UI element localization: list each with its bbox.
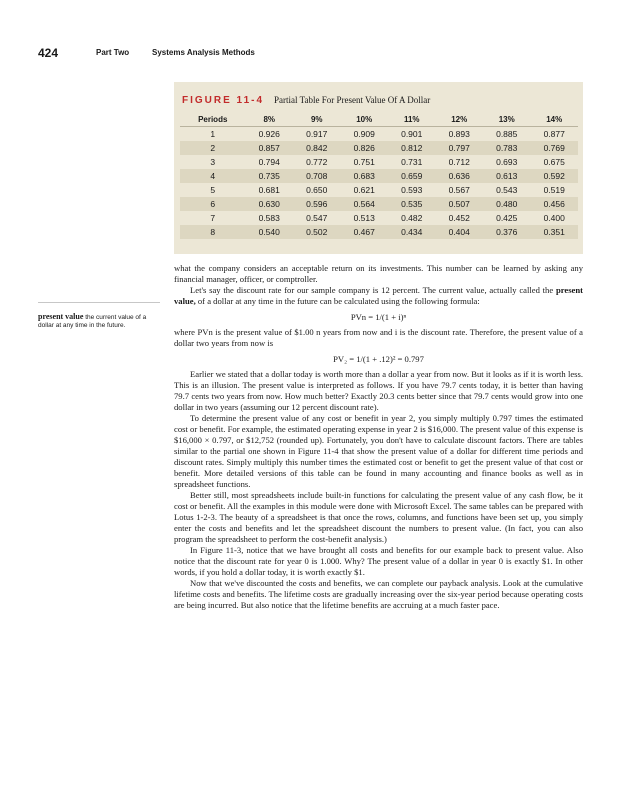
table-cell: 0.400 — [543, 213, 565, 223]
table-cell: 0.519 — [543, 185, 565, 195]
paragraph: In Figure 11-3, notice that we have brought all costs and benefits for our example back to present value. Also notice that the discount rate for year 0 is 1.000. Why? The present value of a dollar in year 0 is exactly $1. In other words, if you hold a dollar today, it is worth exactly $1. — [174, 545, 583, 577]
paragraph: Earlier we stated that a dollar today is worth more than a dollar a year from now. But it looks as if it is worth less. This is an illusion. The present value is interpreted as follows. If you have 79.7 cents today, it is better than having 79.7 cents two years from now. How much better? Exactly 20.3 cents better since that 79.7 cents would grow into one dollar in two years (assuming our 12 percent discount rate). — [174, 369, 583, 412]
table-cell: 0.794 — [258, 157, 280, 167]
table-cell: 0.731 — [401, 157, 423, 167]
table-cell: 0.425 — [496, 213, 518, 223]
table-row — [180, 183, 578, 197]
table-body — [180, 127, 578, 240]
table-cell: 0.482 — [401, 213, 423, 223]
column-header: 11% — [388, 112, 436, 127]
figure-title: Partial Table For Present Value Of A Dollar — [274, 95, 431, 105]
table-cell: 0.769 — [530, 141, 578, 155]
table-cell: 0.735 — [245, 169, 293, 183]
paragraph — [174, 285, 583, 307]
table-cell: 0.502 — [293, 225, 341, 239]
table-cell: 0.404 — [435, 225, 483, 239]
section-title: Systems Analysis Methods — [152, 48, 255, 57]
margin-definition: the current value of a dollar at any time in the future. — [38, 314, 147, 330]
table-cell: 0.630 — [245, 197, 293, 211]
table-row — [180, 197, 578, 211]
paragraph: Now that we've discounted the costs and benefits, we can complete our payback analysis. Look at the cumulative lifetime costs and benefits. The lifetime costs are gradually increasing over the six-year period because operating costs are being incurred. But also notice that the lifetime benefits are accruing at a much faster pace. — [174, 578, 583, 610]
table-cell: 0.434 — [388, 225, 436, 239]
table-cell: 0.592 — [530, 169, 578, 183]
table-cell: 0.376 — [483, 225, 531, 239]
table-row — [180, 211, 578, 225]
table-cell: 0.540 — [245, 225, 293, 239]
table-cell: 0.683 — [340, 169, 388, 183]
table-cell: 0.535 — [388, 197, 436, 211]
column-header: 9% — [293, 112, 341, 127]
part-label: Part Two — [96, 48, 130, 57]
figure-caption — [182, 90, 430, 106]
table-cell: 0.877 — [543, 129, 565, 139]
paragraph: To determine the present value of any cost or benefit in year 2, you simply multiply 0.797 times the estimated cost or benefit. For example, the estimated operating expense in year 2 is $16,000. The present value of this expense is $16,000 × 0.797, or $12,752 (rounded up). Fortunately, you don't have to calculate discount factors. There are tables similar to the partial one shown in Figure 11-4 that show the present value of a dollar for different time periods and discount rates. Simply multiply this number times the estimated cost or benefit to get the present value of that cost or benefit. More detailed versions of this table can be found in many accounting and finance books as well as in spreadsheet functions. — [174, 413, 583, 489]
table-cell: 0.467 — [340, 225, 388, 239]
table-cell: 5 — [210, 185, 216, 195]
table-cell: 7 — [210, 213, 216, 223]
table-cell: 0.480 — [483, 197, 531, 211]
table-cell: 0.885 — [496, 129, 518, 139]
margin-divider — [38, 302, 160, 303]
page-number: 424 — [38, 46, 59, 60]
table-cell: 0.772 — [306, 157, 328, 167]
body-text — [174, 263, 583, 611]
table-cell: 0.917 — [306, 129, 328, 139]
table-cell: 0.564 — [340, 197, 388, 211]
table-cell: 8 — [180, 225, 245, 239]
table-cell: 0.675 — [543, 157, 565, 167]
column-header: 12% — [435, 112, 483, 127]
column-header: 14% — [530, 112, 578, 127]
page-header — [38, 46, 598, 60]
table-cell: 0.783 — [483, 141, 531, 155]
margin-note — [38, 313, 160, 331]
table-cell: 0.507 — [435, 197, 483, 211]
table-cell: 0.593 — [401, 185, 423, 195]
table-row — [180, 155, 578, 169]
table-cell: 0.751 — [353, 157, 375, 167]
table-cell: 0.659 — [388, 169, 436, 183]
table-cell: 0.650 — [306, 185, 328, 195]
table-cell: 0.567 — [448, 185, 470, 195]
formula-present-value: PVn = 1/(1 + i)ⁿ — [350, 312, 407, 322]
table-cell: 0.857 — [245, 141, 293, 155]
table-cell: 2 — [180, 141, 245, 155]
table-row — [180, 141, 578, 155]
table-cell: 0.543 — [496, 185, 518, 195]
table-cell: 0.708 — [293, 169, 341, 183]
text-run: Let's say the discount rate for our sample company is 12 percent. The current value, actually called the — [190, 285, 556, 295]
key-term: present value, — [174, 285, 583, 306]
table-cell: 0.613 — [483, 169, 531, 183]
table-row — [180, 169, 578, 183]
table-cell: 0.452 — [448, 213, 470, 223]
table-cell: 0.693 — [496, 157, 518, 167]
formula-example: PV₂ = 1/(1 + .12)² = 0.797 — [333, 354, 424, 364]
table-cell: 0.636 — [435, 169, 483, 183]
paragraph: where PVn is the present value of $1.00 n years from now and i is the discount rate. Therefore, the present value of a dollar two years from now is — [174, 327, 583, 348]
margin-term: present value — [38, 312, 84, 321]
table-cell: 0.926 — [258, 129, 280, 139]
paragraph: what the company considers an acceptable return on its investments. This number can be learned by asking any financial manager, officer, or comptroller. — [174, 263, 583, 284]
table-cell: 0.351 — [530, 225, 578, 239]
table-cell: 0.901 — [401, 129, 423, 139]
table-cell: 0.812 — [388, 141, 436, 155]
figure-label: FIGURE 11-4 — [182, 95, 265, 106]
table-header-row — [180, 112, 578, 127]
table-cell: 0.826 — [340, 141, 388, 155]
table-row — [180, 127, 578, 142]
table-cell: 1 — [210, 129, 216, 139]
table-cell: 0.842 — [293, 141, 341, 155]
table-cell: 3 — [210, 157, 216, 167]
figure-11-4 — [174, 82, 583, 254]
present-value-table — [180, 112, 578, 239]
column-header: 13% — [483, 112, 531, 127]
table-row — [180, 225, 578, 239]
table-cell: 4 — [180, 169, 245, 183]
table-cell: 0.456 — [530, 197, 578, 211]
table-cell: 0.681 — [258, 185, 280, 195]
table-cell: 0.797 — [435, 141, 483, 155]
table-cell: 0.596 — [293, 197, 341, 211]
table-cell: 0.621 — [353, 185, 375, 195]
text-run: of a dollar at any time in the future can be calculated using the following formula: — [195, 296, 480, 306]
column-header: Periods — [180, 112, 245, 127]
table-cell: 0.547 — [306, 213, 328, 223]
column-header: 8% — [245, 112, 293, 127]
table-cell: 0.513 — [353, 213, 375, 223]
table-cell: 0.909 — [353, 129, 375, 139]
table-cell: 0.583 — [258, 213, 280, 223]
column-header: 10% — [340, 112, 388, 127]
table-cell: 0.893 — [448, 129, 470, 139]
table-cell: 6 — [180, 197, 245, 211]
paragraph: Better still, most spreadsheets include built-in functions for calculating the present value of any cash flow, be it cost or benefit. All the examples in this module were done with Microsoft Excel. The same tables can be prepared with Lotus 1-2-3. The beauty of a spreadsheet is that once the rows, columns, and functions have been set up, you simply enter the costs and benefits and let the spreadsheet discount the numbers to present value. (In fact, you can also program the spreadsheet to perform the cost-benefit analysis.) — [174, 490, 583, 544]
table-cell: 0.712 — [448, 157, 470, 167]
